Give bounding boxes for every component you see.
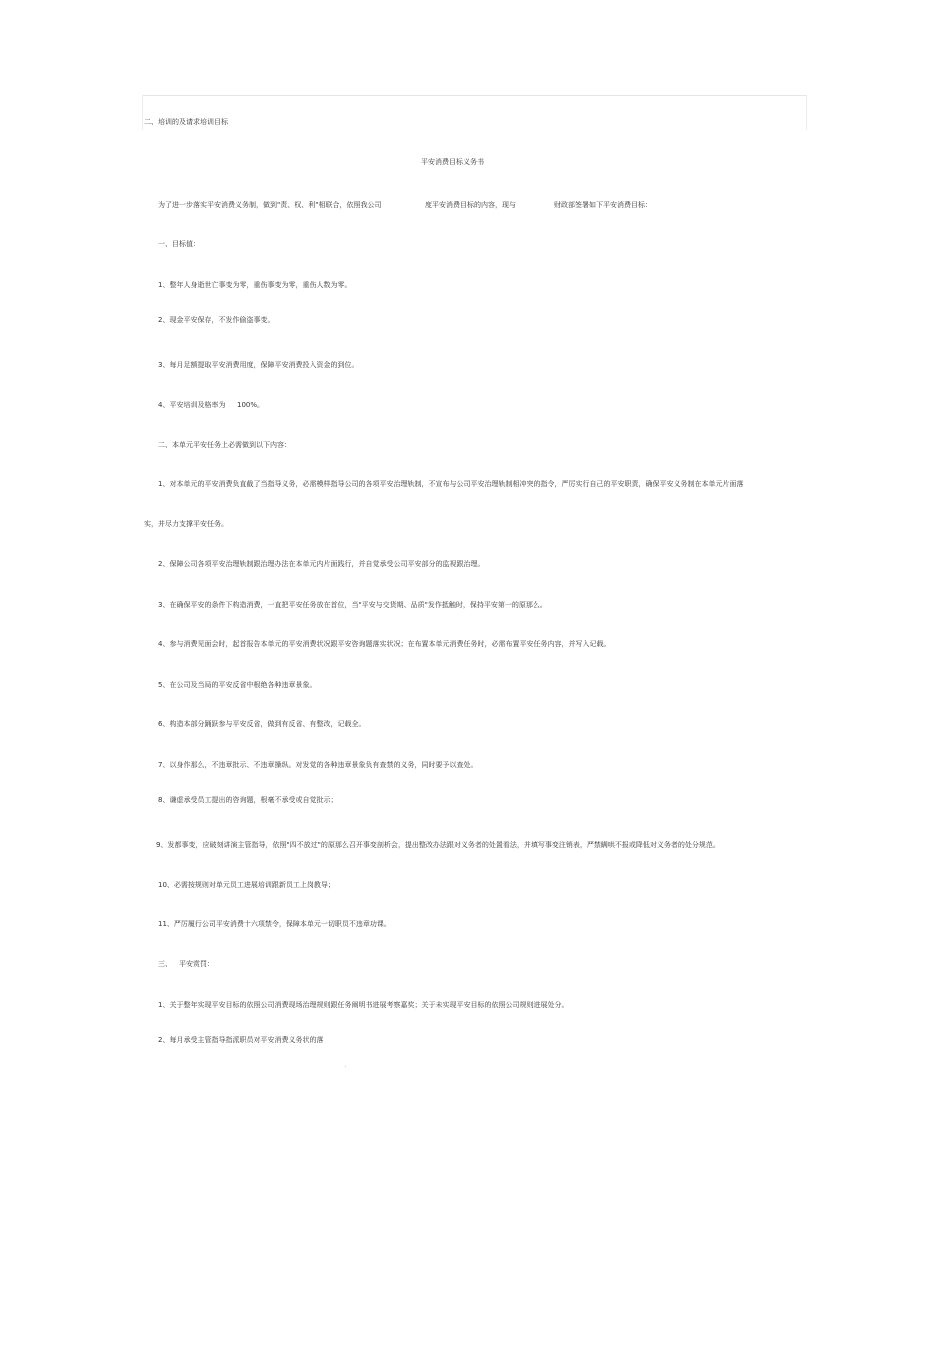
list-item: 11、严厉履行公司平安消费十六项禁令，保障本单元一切职员不违章功课。 bbox=[158, 920, 391, 928]
list-item: 1、整年人身逝世亡事变为零，重伤事变为零，重伤人数为零。 bbox=[158, 281, 352, 289]
page-frame-right-border bbox=[806, 95, 807, 130]
intro-part-3: 财政部签署如下平安消费目标： bbox=[554, 201, 652, 209]
header-note: 二、培训的及请求培训目标 bbox=[144, 118, 228, 126]
list-item: 9、发都事变，应破刻讲演主管指导，依照"四不放过"的原那么召开事变剖析会，提出整改办法跟对义务者的处置看法，并填写事变注销表，严禁瞒哄不报或降低对义务者的处分规范。 bbox=[156, 841, 720, 849]
page-frame-top-border bbox=[142, 95, 807, 96]
list-item: 10、必需按规则对单元员工进展培训跟新员工上岗教导； bbox=[158, 881, 335, 889]
stray-mark bbox=[345, 1066, 346, 1067]
training-rate-value: 100%。 bbox=[237, 401, 265, 409]
intro-part-2: 度平安消费目标的内容，现与 bbox=[425, 201, 516, 209]
document-title: 平安消费目标义务书 bbox=[421, 158, 484, 166]
list-item: 5、在公司及当局的平安反省中根绝各种违章景象。 bbox=[158, 681, 317, 689]
section-3-text: 平安赏罚： bbox=[179, 960, 214, 968]
section-3-label: 三、 bbox=[158, 960, 172, 968]
training-rate-label: 4、平安培训及格率为 bbox=[158, 401, 226, 409]
list-item-continuation: 实，并尽力支撑平安任务。 bbox=[144, 520, 228, 528]
section-1-heading: 一、目标值： bbox=[158, 240, 200, 248]
list-item: 3、在确保平安的条件下构造消费，一直把平安任务放在首位，当"平安与交货期、品质"发作抵触时，保持平安第一的原那么。 bbox=[158, 601, 547, 609]
list-item: 1、对本单元的平安消费负直截了当指导义务，必需模样指导公司的各项平安治理轨制，不宣布与公司平安治理轨制相冲突的指令，严厉实行自己的平安职责，确保平安义务制在本单元片面落 bbox=[158, 480, 744, 488]
section-2-heading: 二、本单元平安任务上必需做到以下内容： bbox=[158, 441, 291, 449]
list-item: 7、以身作那么，不违章批示、不违章操纵。对发觉的各种违章景象负有查禁的义务，同时要予以查处。 bbox=[158, 761, 478, 769]
intro-part-1: 为了进一步落实平安消费义务制，做到"责、权、利"相联合，依照我公司 bbox=[158, 201, 382, 209]
list-item: 1、关于整年实现平安目标的依照公司消费现场治理规则跟任务阐明书进展考察嘉奖；关于未实现平安目标的依照公司规则进展处分。 bbox=[158, 1001, 569, 1009]
list-item: 2、每月承受主管指导指派职员对平安消费义务状的落 bbox=[158, 1036, 324, 1044]
list-item: 2、现金平安保存，不发作偷盗事变。 bbox=[158, 316, 275, 324]
list-item: 4、参与消费见面会时，起首报告本单元的平安消费状况跟平安咨询题落实状况；在布置本单元消费任务时，必需布置平安任务内容，并写入记载。 bbox=[158, 640, 611, 648]
list-item: 6、构造本部分踊跃参与平安反省，做到有反省、有整改，记载全。 bbox=[158, 720, 366, 728]
list-item: 2、保障公司各项平安治理轨制跟治理办法在本单元内片面践行，并自觉承受公司平安部分的监视跟治理。 bbox=[158, 560, 485, 568]
list-item: 8、谦虚承受员工提出的咨询题，根毫不承受或自觉批示； bbox=[158, 796, 338, 804]
page-frame-left-border bbox=[142, 95, 143, 130]
list-item: 3、每月足额提取平安消费用度，保障平安消费投入资金的到位。 bbox=[158, 361, 359, 369]
